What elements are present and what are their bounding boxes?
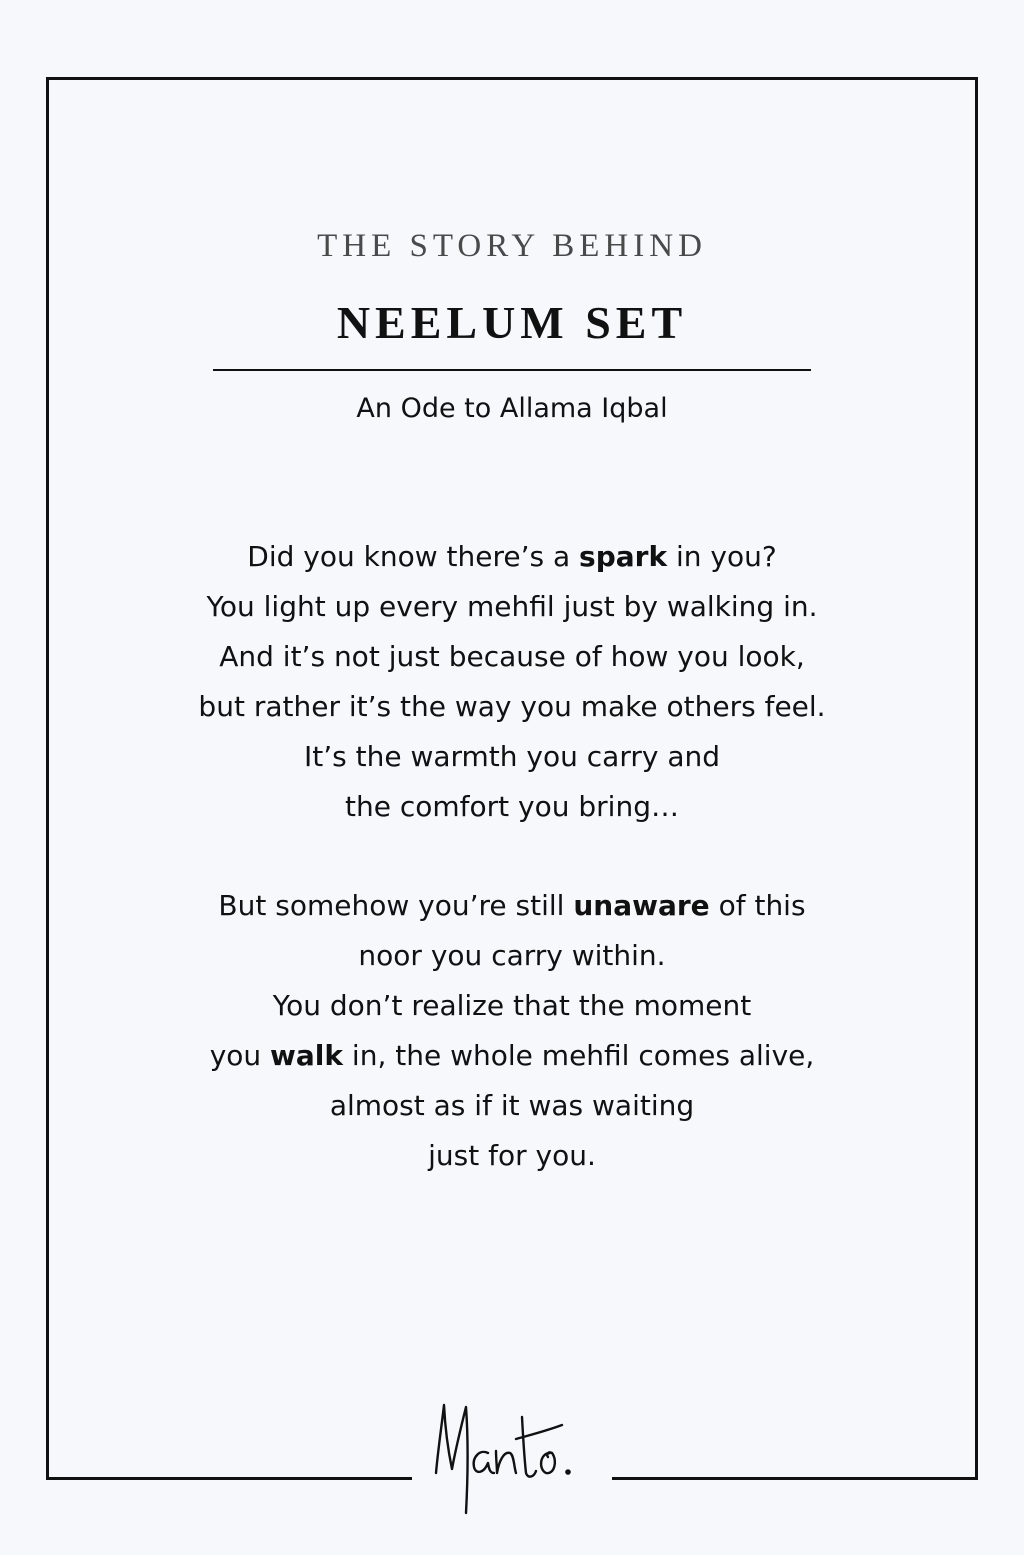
frame-border-top <box>46 77 978 80</box>
poem-line <box>0 881 1024 931</box>
poem-text: in, the whole mehfil comes alive, <box>343 1039 815 1072</box>
poem-text: of this <box>709 889 806 922</box>
poem-line <box>0 532 1024 582</box>
signature-dot <box>565 1469 571 1475</box>
poem-line: It’s the warmth you carry and <box>303 740 721 773</box>
poem-text: But somehow you’re still <box>218 889 574 922</box>
poem-line: the comfort you bring… <box>345 790 679 823</box>
subtitle: An Ode to Allama Iqbal <box>356 393 668 424</box>
signature-logo <box>422 1395 602 1525</box>
eyebrow-heading: THE STORY BEHIND <box>317 228 707 264</box>
frame-border-bottom-left <box>46 1477 412 1480</box>
poem-line: noor you carry within. <box>358 939 666 972</box>
poem-line <box>0 1031 1024 1081</box>
poem-line: And it’s not just because of how you look, <box>219 640 805 673</box>
page-title: NEELUM SET <box>336 297 688 348</box>
poem-text: in you? <box>667 540 777 573</box>
poem-line: almost as if it was waiting <box>329 1089 695 1122</box>
frame-border-bottom-right <box>612 1477 978 1480</box>
poem-emphasis: walk <box>270 1039 344 1072</box>
poem-line: You don’t realize that the moment <box>272 989 752 1022</box>
poem-text: you <box>209 1039 271 1072</box>
poem-stanza-2 <box>0 881 1024 1181</box>
poem-emphasis: unaware <box>573 889 710 922</box>
poem-stanza-1 <box>0 532 1024 832</box>
poem-emphasis: spark <box>579 540 668 573</box>
poem-text: Did you know there’s a <box>247 540 580 573</box>
title-divider <box>213 369 811 371</box>
poem-line: You light up every mehfil just by walking in. <box>206 590 818 623</box>
poem-line: just for you. <box>428 1139 596 1172</box>
poem-line: but rather it’s the way you make others feel. <box>198 690 826 723</box>
